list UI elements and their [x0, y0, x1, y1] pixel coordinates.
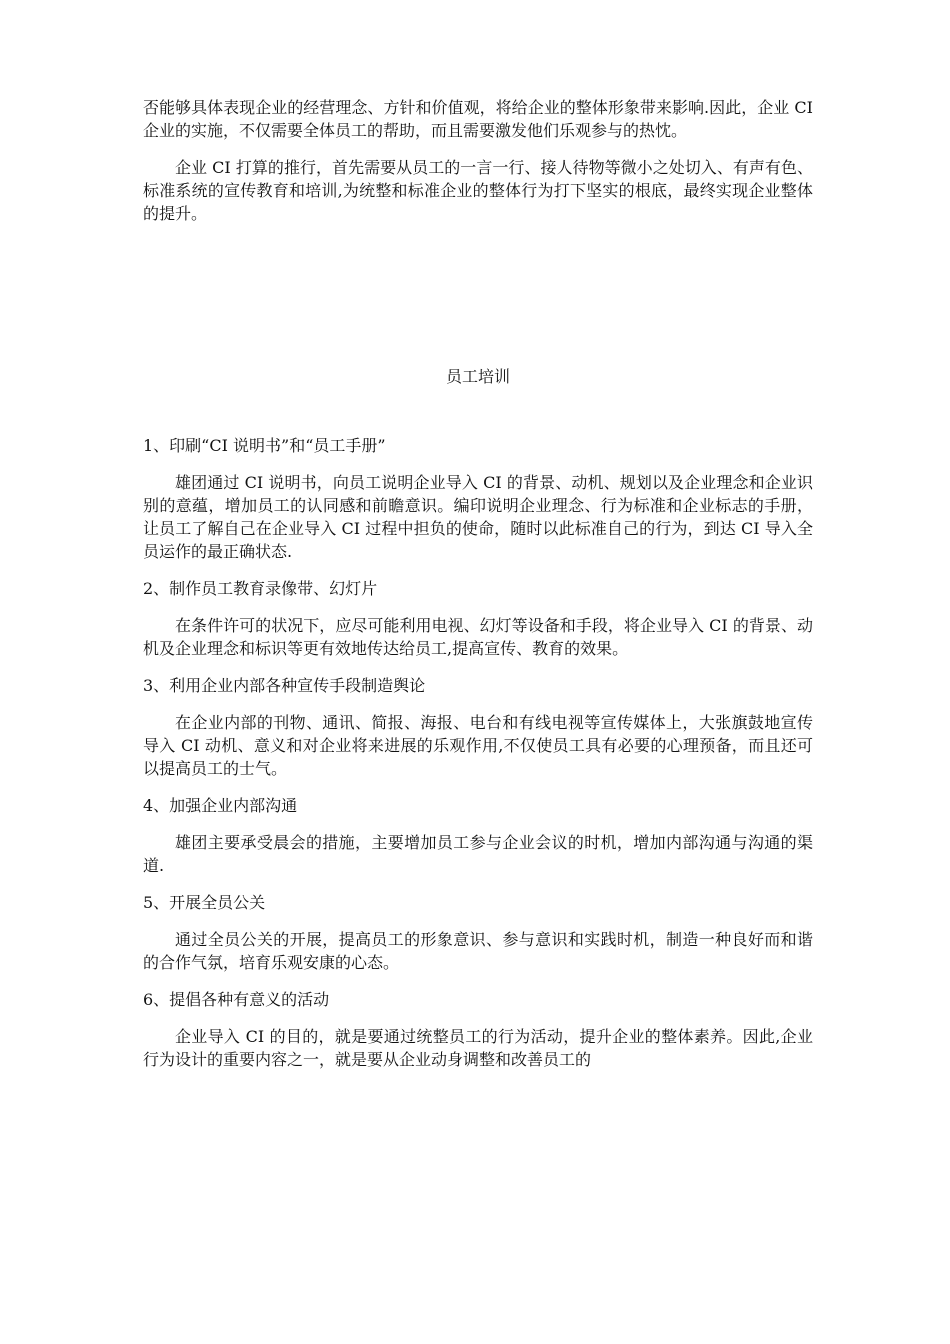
item-body-2: 在条件许可的状况下，应尽可能利用电视、幻灯等设备和手段，将企业导入 CI 的背景、动机及企业理念和标识等更有效地传达给员工,提高宣传、教育的效果。 [143, 616, 813, 658]
item-body-1: 雄团通过 CI 说明书，向员工说明企业导入 CI 的背景、动机、规划以及企业理念和企业识别的意蕴，增加员工的认同感和前瞻意识。编印说明企业理念、行为标准和企业标志的手册，让员工了解自己在企业导入 CI 过程中担负的使命，随时以此标准自己的行为，到达 CI 导入全员运作的最正确状态. [143, 473, 813, 561]
item-heading-5: 5、开展全员公关 [143, 893, 266, 912]
intro-paragraph-1: 否能够具体表现企业的经营理念、方针和价值观，将给企业的整体形象带来影响.因此，企业 CI 企业的实施，不仅需要全体员工的帮助，而且需要激发他们乐观参与的热忱。 [143, 98, 813, 140]
document-page [143, 96, 813, 1071]
item-body-4: 雄团主要承受晨会的措施，主要增加员工参与企业会议的时机，增加内部沟通与沟通的渠道. [143, 833, 813, 875]
section-title: 员工培训 [445, 367, 510, 386]
intro-paragraph-2: 企业 CI 打算的推行，首先需要从员工的一言一行、接人待物等微小之处切入、有声有色、标准系统的宣传教育和培训,为统整和标准企业的整体行为打下坚实的根底，最终实现企业整体的提升。 [143, 158, 813, 223]
item-heading-6: 6、提倡各种有意义的活动 [143, 990, 330, 1009]
item-heading-4: 4、加强企业内部沟通 [143, 796, 298, 815]
item-body-3: 在企业内部的刊物、通讯、简报、海报、电台和有线电视等宣传媒体上，大张旗鼓地宣传导入 CI 动机、意义和对企业将来进展的乐观作用,不仅使员工具有必要的心理预备，而且还可以提高员工的士气。 [143, 713, 813, 778]
item-body-5: 通过全员公关的开展，提高员工的形象意识、参与意识和实践时机，制造一种良好而和谐的合作气氛，培育乐观安康的心态。 [143, 930, 813, 972]
item-heading-1: 1、印刷“CI 说明书”和“员工手册” [143, 436, 386, 455]
item-heading-3: 3、利用企业内部各种宣传手段制造舆论 [143, 676, 426, 695]
item-body-6: 企业导入 CI 的目的，就是要通过统整员工的行为活动，提升企业的整体素养。因此,企业行为设计的重要内容之一，就是要从企业动身调整和改善员工的 [143, 1027, 813, 1069]
item-heading-2: 2、制作员工教育录像带、幻灯片 [143, 579, 378, 598]
